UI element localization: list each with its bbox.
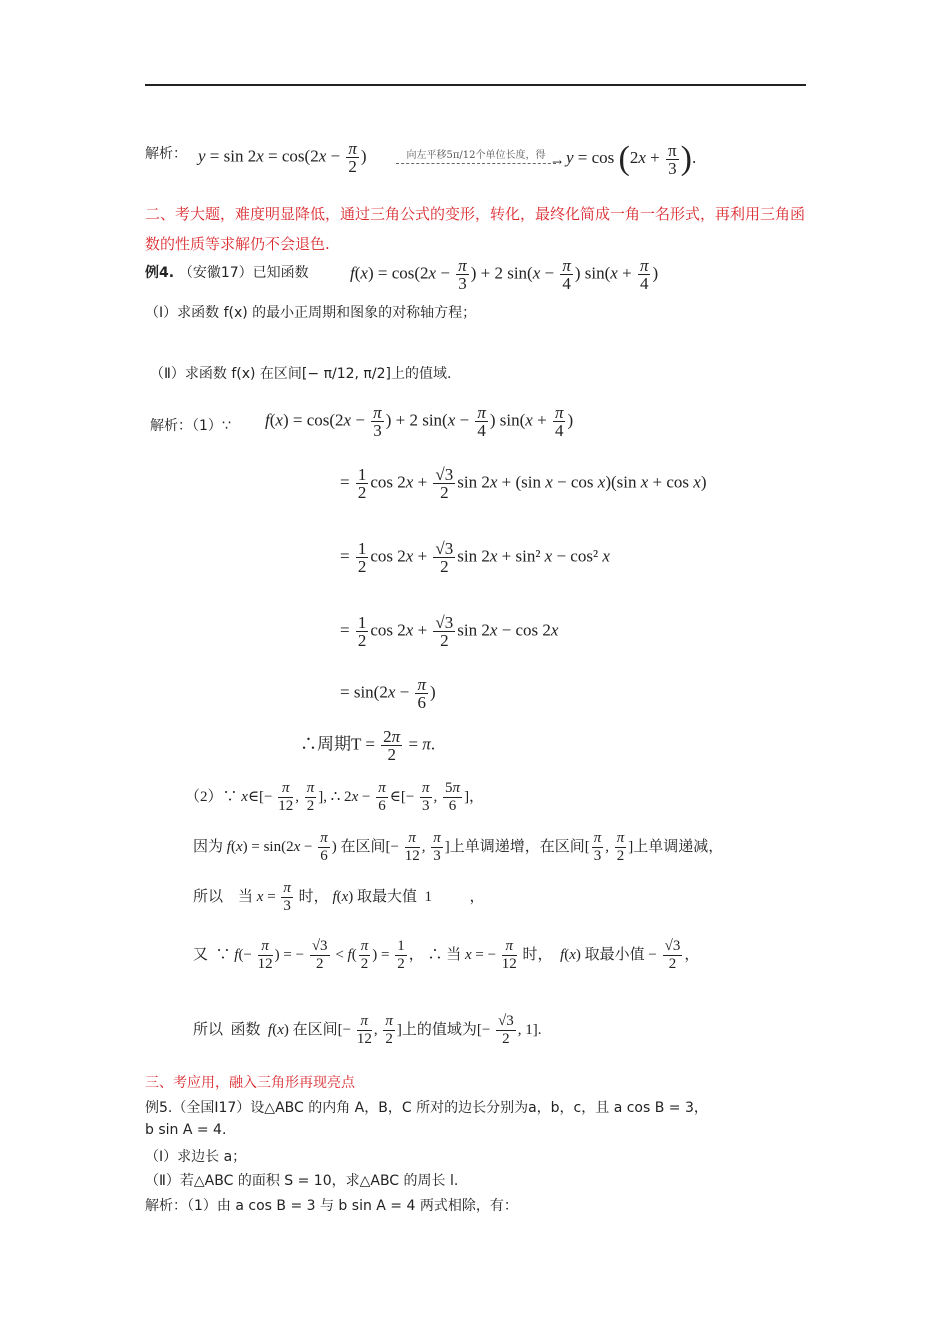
example5-q2: （Ⅱ）若△ABC 的面积 S = 10，求△ABC 的周长 l.	[145, 1173, 459, 1189]
example5-line1: 例5.（全国Ⅰ17）设△ABC 的内角 A，B，C 所对的边长分别为a，b，c，且 a cos B = 3，	[145, 1100, 708, 1116]
step-1: f(x) = cos(2x − $\frac{\pi}{3}$ ) + 2 sin(x − $\frac{\pi}{4}$ ) sin(x + $\frac{\pi}{4}$ )	[265, 403, 574, 440]
example5-solution: 解析：（1）由 a cos B = 3 与 b sin A = 4 两式相除，有：	[145, 1198, 518, 1214]
part2-b: 因为 f(x) = sin(2x − $\frac{\pi}{6}$ ) 在区间[− $\frac{\pi}{12}$ , $\frac{\pi}{3}$ ]上单调递增，在区间[ $\frac{\pi}{3}$ , $\frac{\pi}{2}$ ]上单调递减，	[193, 830, 724, 864]
part2-c: 所以 当 x = $\frac{\pi}{3}$ 时， f(x) 取最大值 1 ，	[193, 880, 485, 914]
example5-line2: b sin A = 4.	[145, 1122, 227, 1138]
arrow-caption: 向左平移5π/12个单位长度，得	[406, 150, 546, 161]
part2-e: 所以 函数 f(x) 在区间[− $\frac{\pi}{12}$ , $\frac{\pi}{2}$ ]上的值域为[− $\frac{√3}{2}$ , 1].	[193, 1013, 542, 1047]
example4-source: （安徽17）已知函数	[178, 265, 309, 281]
header-rule	[145, 84, 806, 86]
section2-heading: 二、考大题，难度明显降低，通过三角公式的变形，转化，最终化简成一角一名形式，再利用三角函数的性质等求解仍不会退色.	[145, 205, 806, 253]
intro-label: 解析：	[145, 146, 187, 162]
part2-d: 又 ∵ f(− $\frac{\pi}{12}$ ) = − $\frac{√3}{2}$ < f( $\frac{\pi}{2}$ ) = $\frac{1}{2}$ ， ∴ 当 x = − $\frac{\pi}{12}$ 时， f(x) 取最小值 − $\frac{√3}{2}$ ，	[193, 938, 700, 972]
intro-eq-right: y = cos (2x + $\frac{\pi}{3}$ ).	[566, 140, 697, 178]
step-3: = $\frac{1}{2}$ cos 2x + $\frac{√3}{2}$ sin 2x + sin² x − cos² x	[340, 539, 610, 576]
example4-label: 例4.	[145, 265, 175, 281]
step-5: = sin(2x − $\frac{\pi}{6}$ )	[340, 675, 436, 712]
solution-label: 解析：（1）∵	[150, 418, 231, 434]
example4-function: f(x) = cos(2x − $\frac{\pi}{3}$ ) + 2 sin(x − $\frac{\pi}{4}$ ) sin(x + $\frac{\pi}{4}$ )	[350, 256, 659, 293]
section3-heading: 三、考应用，融入三角形再现亮点	[145, 1075, 355, 1091]
example5-q1: （Ⅰ）求边长 a；	[145, 1149, 247, 1165]
arrow-line: →	[396, 163, 556, 164]
example4-q1: （Ⅰ）求函数 f(x) 的最小正周期和图象的对称轴方程；	[145, 305, 477, 321]
step-4: = $\frac{1}{2}$ cos 2x + $\frac{√3}{2}$ sin 2x − cos 2x	[340, 613, 559, 650]
example4-q2: （Ⅱ）求函数 f(x) 在区间[− π/12, π/2]上的值域.	[150, 366, 452, 382]
period-line: ∴周期T = $\frac{2\pi}{2}$ = π.	[300, 727, 436, 764]
shift-arrow	[396, 146, 562, 169]
intro-line	[145, 143, 187, 163]
example4-header	[145, 262, 309, 282]
part2-a: （2）∵ x∈[− $\frac{\pi}{12}$ , $\frac{\pi}{2}$ ], ∴ 2x − $\frac{\pi}{6}$ ∈[− $\frac{\pi}{3}$ , $\frac{5\pi}{6}$ ]，	[185, 780, 485, 814]
step-2: = $\frac{1}{2}$ cos 2x + $\frac{√3}{2}$ sin 2x + (sin x − cos x)(sin x + cos x)	[340, 465, 707, 502]
intro-eq-left: y = sin 2x = cos(2x − $\frac{\pi}{2}$ )	[198, 139, 367, 176]
